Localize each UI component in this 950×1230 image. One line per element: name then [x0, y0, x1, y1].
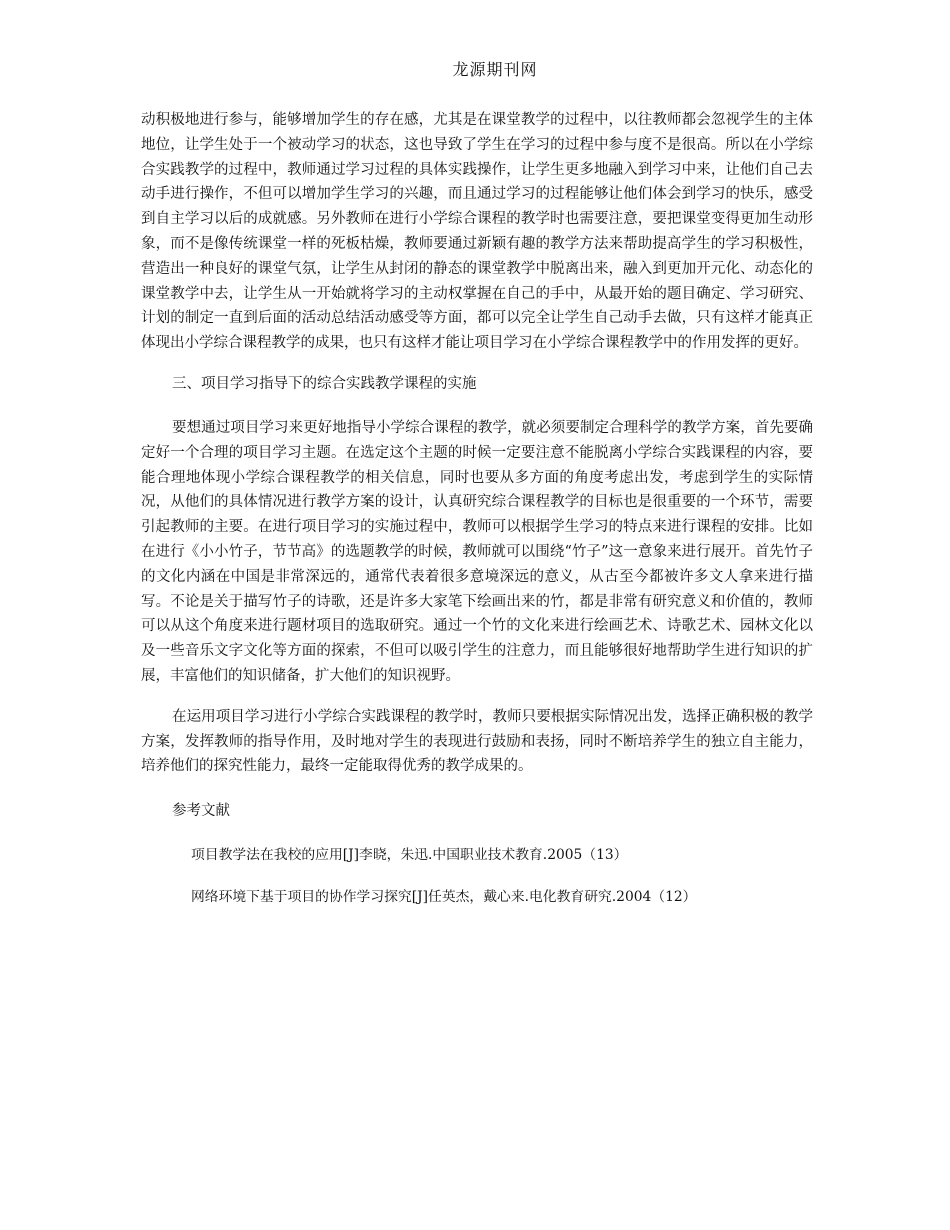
references-title: 参考文献	[172, 803, 230, 820]
reference-text: 网络环境下基于项目的协作学习探究[J]任英杰，戴心来.电化教育研究.2004（12）	[191, 889, 697, 906]
body-paragraph: 要想通过项目学习来更好地指导小学综合课程的教学，就必须要制定合理科学的教学方案，首先要确定好一个合理的项目学习主题。在选定这个主题的时候一定要注意不能脱离小学综合实践课程的内容，要能合理地体现小学综合课程教学的相关信息，同时也要从多方面的角度考虑出发，考虑到学生的实际情况，从他们的具体情况进行教学方案的设计，认真研究综合课程教学的目标也是很重要的一个环节，需要引起教师的主要。在进行项目学习的实施过程中，教师可以根据学生学习的特点来进行课程的安排。比如在进行《小小竹子，节节高》的选题教学的时候，教师就可以围绕“竹子”这一意象来进行展开。首先竹子的文化内涵在中国是非常深远的，通常代表着很多意境深远的意义，从古至今都被许多文人拿来进行描写。不论是关于描写竹子的诗歌，还是许多大家笔下绘画出来的竹，都是非常有研究意义和价值的，教师可以从这个角度来进行题材项目的选取研究。通过一个竹的文化来进行绘画艺术、诗歌艺术、园林文化以及一些音乐文字文化等方面的探索，不但可以吸引学生的注意力，而且能够很好地帮助学生进行知识的扩展，丰富他们的知识储备，扩大他们的知识视野。	[141, 419, 813, 684]
article-body	[141, 108, 813, 909]
section-heading: 三、项目学习指导下的综合实践教学课程的实施	[172, 375, 477, 392]
site-header	[0, 57, 950, 80]
reference-item	[141, 885, 813, 909]
site-name: 龙源期刊网	[452, 60, 538, 79]
body-paragraph: 动积极地进行参与，能够增加学生的存在感，尤其是在课堂教学的过程中，以往教师都会忽视学生的主体地位，让学生处于一个被动学习的状态，这也导致了学生在学习的过程中参与度不是很高。所以在小学综合实践教学的过程中，教师通过学习过程的具体实践操作，让学生更多地融入到学习中来，让他们自己去动手进行操作，不但可以增加学生学习的兴趣，而且通过学习的过程能够让他们体会到学习的快乐，感受到自主学习以后的成就感。另外教师在进行小学综合课程的教学时也需要注意，要把课堂变得更加生动形象，而不是像传统课堂一样的死板枯燥，教师要通过新颖有趣的教学方法来帮助提高学生的学习积极性，营造出一种良好的课堂气氛，让学生从封闭的静态的课堂教学中脱离出来，融入到更加开元化、动态化的课堂教学中去，让学生从一开始就将学习的主动权掌握在自己的手中，从最开始的题目确定、学习研究、计划的制定一直到后面的活动总结活动感受等方面，都可以完全让学生自己动手去做，只有这样才能真正体现出小学综合课程教学的成果，也只有这样才能让项目学习在小学综合课程教学中的作用发挥的更好。	[141, 112, 813, 352]
reference-text: 项目教学法在我校的应用[J]李晓，朱迅.中国职业技术教育.2005（13）	[191, 847, 628, 864]
body-paragraph: 在运用项目学习进行小学综合实践课程的教学时，教师只要根据实际情况出发，选择正确积极的教学方案，发挥教师的指导作用，及时地对学生的表现进行鼓励和表扬，同时不断培养学生的独立自主能力，培养他们的探究性能力，最终一定能取得优秀的教学成果的。	[141, 708, 813, 775]
reference-list	[141, 843, 813, 909]
reference-item	[141, 843, 813, 867]
